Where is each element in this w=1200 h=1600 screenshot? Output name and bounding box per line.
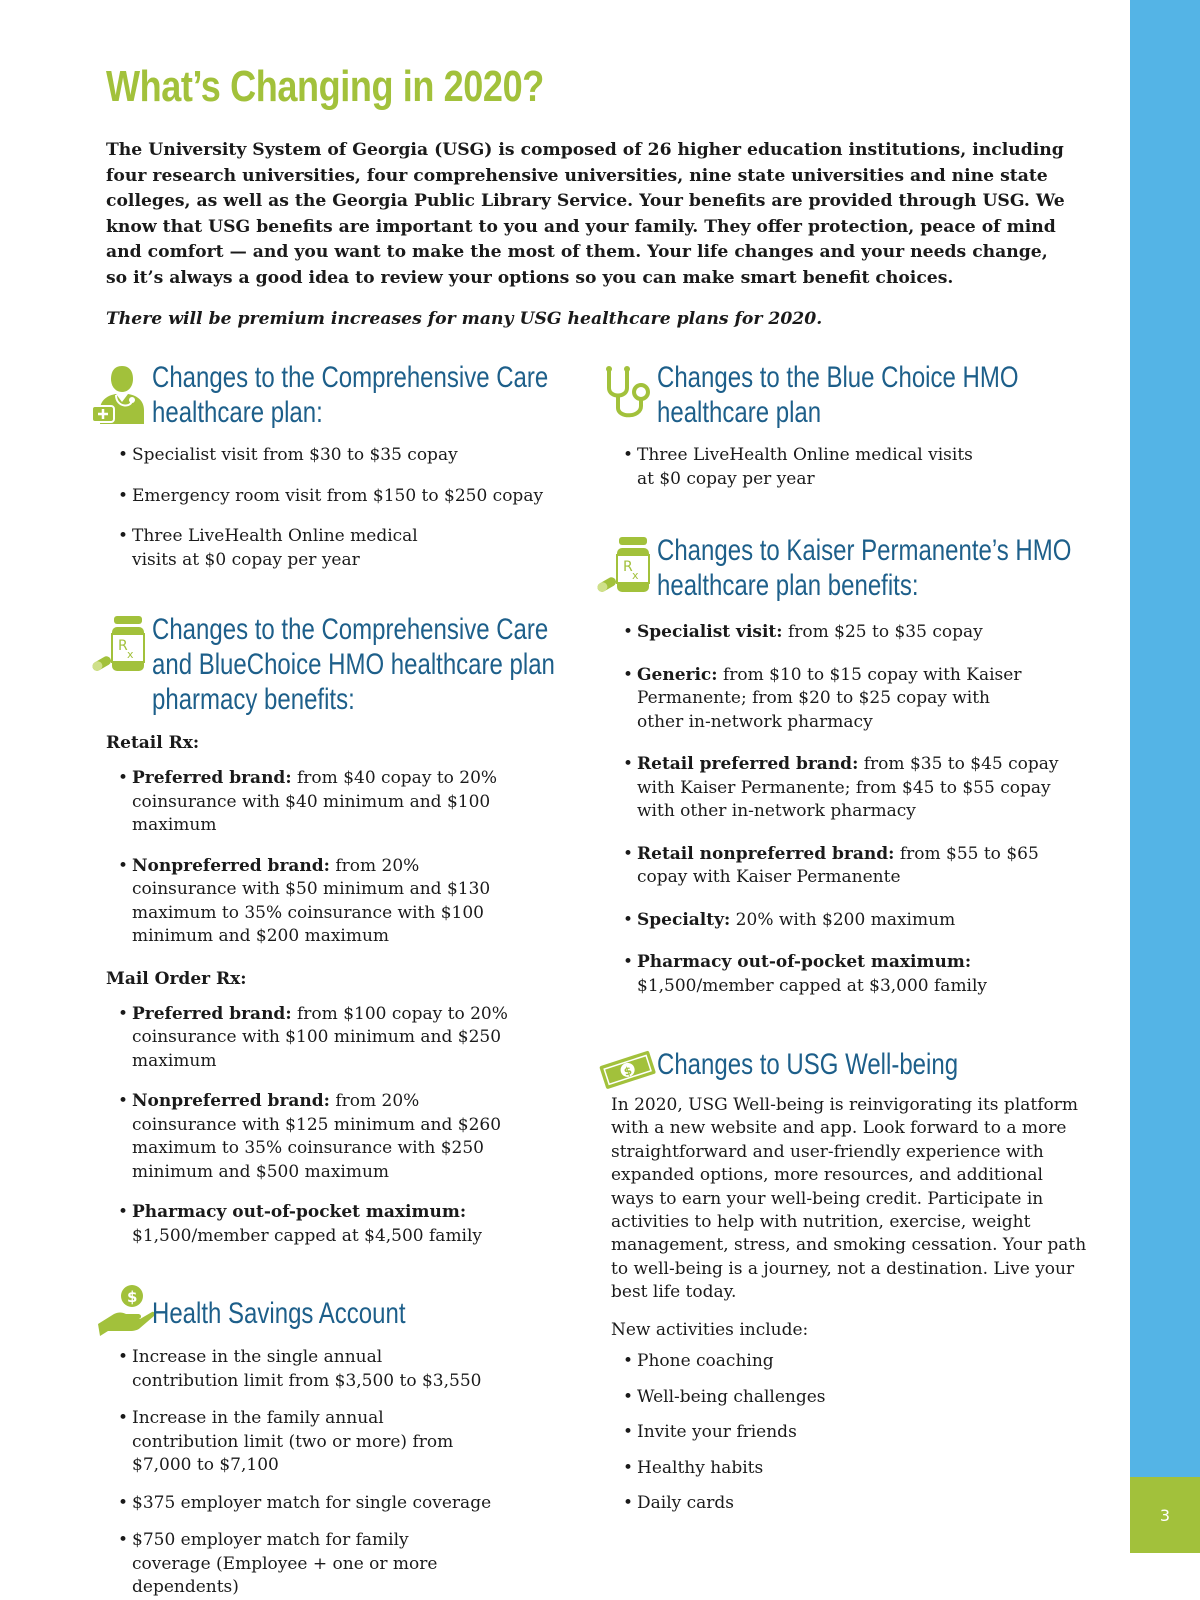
svg-text:R: R <box>623 559 633 575</box>
item-label: Retail preferred brand: <box>637 754 859 774</box>
item-text: from $35 to $45 copay with Kaiser Permanente; from $45 to $55 copay with other in-network pharmacy <box>637 754 1059 821</box>
mail-order-label: Mail Order Rx: <box>106 968 247 989</box>
item-label: Nonpreferred brand: <box>132 855 330 876</box>
list-item <box>106 1090 506 1184</box>
list-item: • Emergency room visit from $150 to $250 copay <box>106 485 592 509</box>
item-text: from $100 copay to 20% coinsurance with $100 minimum and $250 maximum <box>132 1003 508 1071</box>
hand-dollar-icon <box>92 1284 152 1336</box>
item-text: from $25 to $35 copay <box>782 622 983 642</box>
hsa-title: Health Savings Account <box>152 1297 406 1330</box>
kaiser-title-line2: healthcare plan benefits: <box>657 569 919 602</box>
item-label: Retail nonpreferred brand: <box>637 843 895 864</box>
kaiser-title <box>657 533 1072 603</box>
svg-text:$: $ <box>127 1288 138 1306</box>
wellbeing-section-header <box>597 1044 1097 1090</box>
item-label: Pharmacy out-of-pocket maximum: <box>637 952 972 972</box>
intro-paragraph: The University System of Georgia (USG) is composed of 26 higher education institutions, including four research universities, four comprehensive universities, nine state universities and nine state colleges, as well as the Georgia Public Library Service. Your benefits are provided through USG. We know that USG benefits are important to you and your family. They offer protection, peace of mind and comfort — and you want to make the most of them. Your life changes and your needs change, so it’s always a good idea to review your options so you can make smart benefit choices. <box>106 140 1065 288</box>
item-label: Nonpreferred brand: <box>132 1091 330 1111</box>
list-item: • Invite your friends <box>611 1421 1097 1445</box>
item-text: $1,500/member capped at $4,500 family <box>132 1225 483 1246</box>
right-column <box>597 360 1097 1516</box>
comprehensive-title-line2: healthcare plan: <box>152 396 323 429</box>
item-label: Pharmacy out-of-pocket maximum: <box>132 1202 467 1222</box>
list-item <box>106 1201 486 1248</box>
page-number-box <box>1130 1477 1200 1553</box>
premium-notice: There will be premium increases for many USG healthcare plans for 2020. <box>106 309 823 329</box>
list-item <box>611 909 1097 933</box>
item-label: Generic: <box>637 664 718 685</box>
rx-pill-bottle-icon <box>597 535 657 595</box>
rx-pill-bottle-icon <box>92 614 152 674</box>
mail-order-list <box>106 1003 592 1249</box>
svg-text:x: x <box>127 648 134 661</box>
list-item <box>611 753 1081 824</box>
list-item: • Increase in the single annual contribution limit from $3,500 to $3,550 <box>106 1346 486 1393</box>
item-label: Preferred brand: <box>132 1003 292 1024</box>
bluechoice-title-line1: Changes to the Blue Choice HMO <box>657 361 1019 394</box>
item-text: from 20% coinsurance with $50 minimum and $130 maximum to 35% coinsurance with $100 minimum and $200 maximum <box>132 855 491 946</box>
comprehensive-title-line1: Changes to the Comprehensive Care <box>152 361 549 394</box>
list-item <box>611 664 1041 735</box>
hsa-list <box>106 1346 592 1600</box>
list-item: • Well-being challenges <box>611 1386 1097 1410</box>
list-item <box>106 767 576 838</box>
hsa-section-header <box>92 1282 592 1336</box>
bluechoice-title <box>657 360 1019 430</box>
list-item: • Three LiveHealth Online medical visits at $0 copay per year <box>106 525 466 572</box>
comprehensive-title <box>152 360 549 430</box>
pharmacy-title-line1: Changes to the Comprehensive Care <box>152 613 549 646</box>
money-bill-icon <box>597 1046 657 1090</box>
side-color-bar <box>1130 0 1200 1477</box>
list-item: • Daily cards <box>611 1492 1097 1516</box>
item-text: $1,500/member capped at $3,000 family <box>637 975 988 996</box>
list-item: • Phone coaching <box>611 1350 1097 1374</box>
wellbeing-body: In 2020, USG Well-being is reinvigorating its platform with a new website and app. Look forward to a more straightforward and user-friendly experience with expanded options, more resources, and additional ways to earn your well-being credit. Participate in activities to help with nutrition, exercise, weight management, stress, and smoking cessation. Your path to well-being is a journey, not a destination. Live your best life today. <box>611 1095 1087 1303</box>
bluechoice-title-line2: healthcare plan <box>657 396 822 429</box>
list-item: • $750 employer match for family coverage (Employee + one or more dependents) <box>106 1529 486 1600</box>
list-item: • Three LiveHealth Online medical visits at $0 copay per year <box>611 444 991 491</box>
pharmacy-title-line3: pharmacy benefits: <box>152 683 355 716</box>
item-text: from $10 to $15 copay with Kaiser Permanente; from $20 to $25 copay with other in-network pharmacy <box>637 664 1022 732</box>
list-item: • Healthy habits <box>611 1457 1097 1481</box>
item-label: Preferred brand: <box>132 768 292 788</box>
page-title: What’s Changing in 2020? <box>106 62 544 111</box>
comprehensive-list <box>106 444 592 572</box>
page-number: 3 <box>1159 1505 1171 1525</box>
list-item <box>611 621 1097 645</box>
pharmacy-title <box>152 612 555 717</box>
item-text: from $55 to $65 copay with Kaiser Permanente <box>637 843 1039 887</box>
retail-list <box>106 767 592 949</box>
svg-text:R: R <box>118 638 128 654</box>
pharmacy-section-header <box>92 612 592 717</box>
list-item <box>106 855 506 949</box>
item-text: 20% with $200 maximum <box>730 909 956 930</box>
item-label: Specialty: <box>637 909 731 930</box>
list-item: • Increase in the family annual contribution limit (two or more) from $7,000 to $7,100 <box>106 1407 486 1478</box>
activities-list <box>611 1350 1097 1516</box>
kaiser-section-header <box>597 533 1097 603</box>
list-item: • Specialist visit from $30 to $35 copay <box>106 444 592 468</box>
list-item <box>611 951 1011 998</box>
kaiser-title-line1: Changes to Kaiser Permanente’s HMO <box>657 534 1072 567</box>
svg-text:x: x <box>632 569 639 582</box>
retail-label: Retail Rx: <box>106 733 200 753</box>
item-text: from $40 copay to 20% coinsurance with $40 minimum and $100 maximum <box>132 768 498 835</box>
bluechoice-list <box>611 444 1097 491</box>
pharmacy-title-line2: and BlueChoice HMO healthcare plan <box>152 648 555 681</box>
list-item <box>106 1003 586 1074</box>
item-text: from 20% coinsurance with $125 minimum and $260 maximum to 35% coinsurance with $250 minimum and $500 maximum <box>132 1091 502 1182</box>
item-label: Specialist visit: <box>637 622 783 642</box>
wellbeing-title: Changes to USG Well-being <box>657 1048 959 1081</box>
comprehensive-section-header <box>92 360 592 430</box>
doctor-icon <box>92 362 152 422</box>
activities-label: New activities include: <box>611 1319 809 1340</box>
list-item <box>611 843 1081 890</box>
bluechoice-section-header <box>597 360 1097 430</box>
left-column <box>92 360 592 1600</box>
list-item: • $375 employer match for single coverage <box>106 1492 592 1516</box>
kaiser-list <box>611 621 1097 998</box>
stethoscope-icon <box>597 362 657 422</box>
svg-text:$: $ <box>622 1064 634 1079</box>
